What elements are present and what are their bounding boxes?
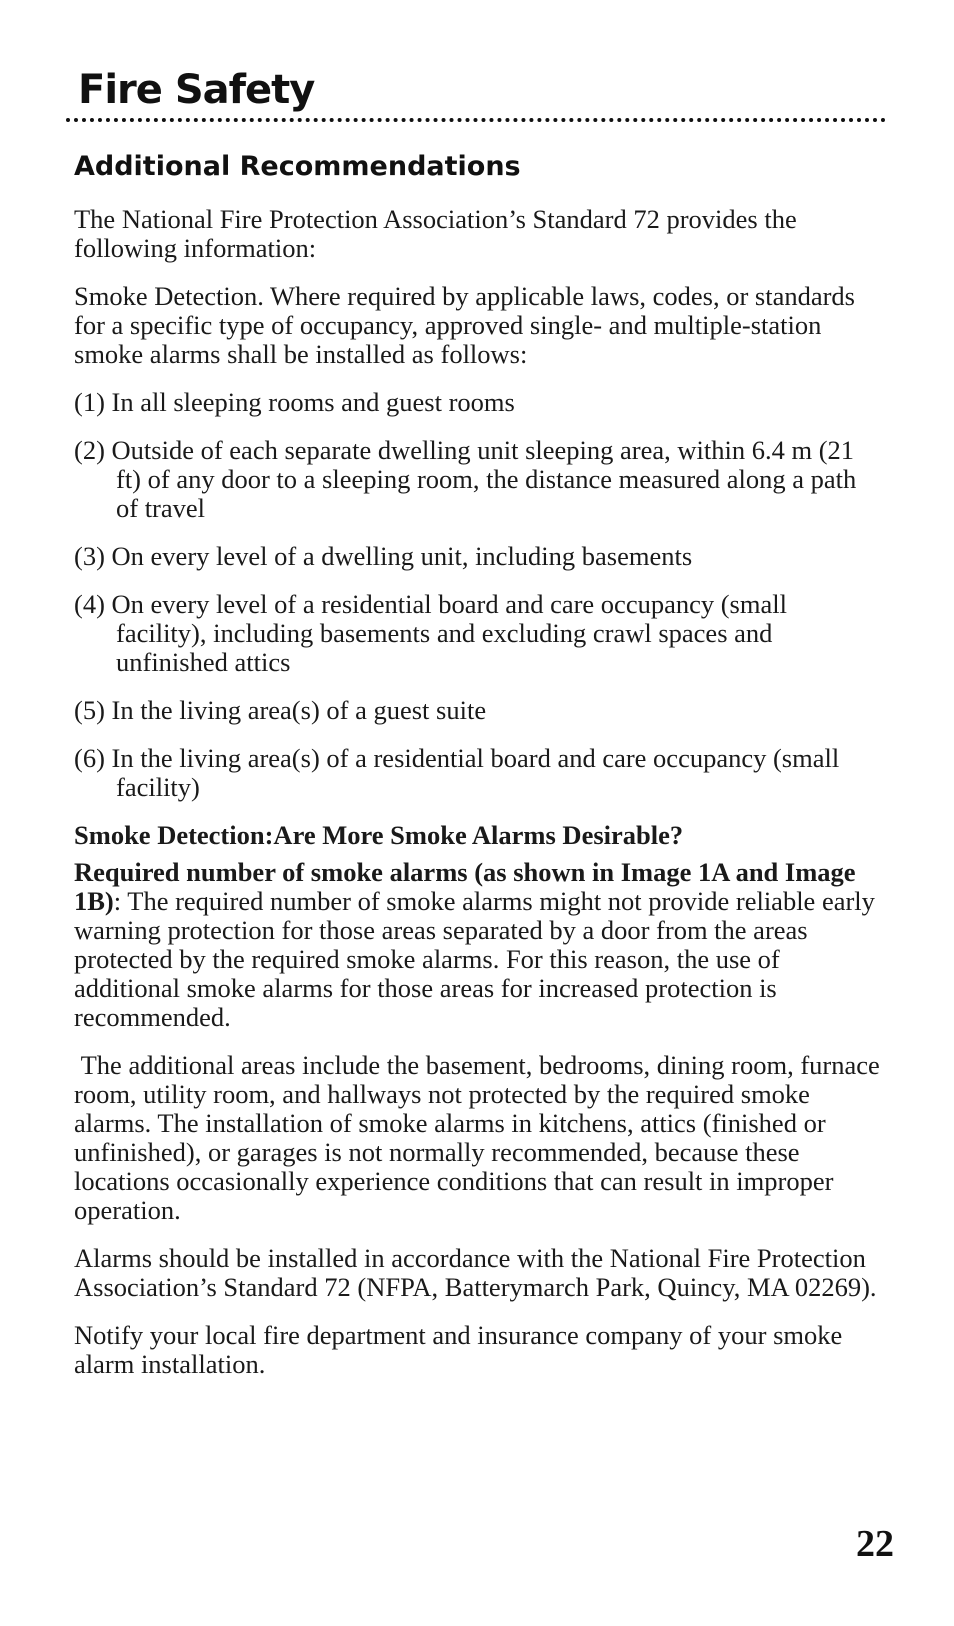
list-item — [74, 590, 880, 677]
section-body — [74, 204, 887, 1398]
list-item-number: (5) — [74, 695, 105, 725]
list-item-number: (4) — [74, 589, 105, 619]
list-item-text: In the living area(s) of a residential board and care occupancy (small facility) — [111, 743, 840, 802]
required-alarms-paragraph — [74, 858, 880, 1032]
required-alarms-lead: Required number of smoke alarms (as shown in Image 1A and Image 1B) — [74, 857, 856, 916]
list-item-number: (2) — [74, 435, 105, 465]
list-item-text: In all sleeping rooms and guest rooms — [111, 387, 515, 417]
list-item-text: In the living area(s) of a guest suite — [111, 695, 487, 725]
document-page — [74, 0, 887, 1626]
page-number: 22 — [856, 1523, 894, 1565]
list-item-text: On every level of a dwelling unit, including basements — [111, 541, 693, 571]
section-heading: Additional Recommendations — [74, 151, 521, 182]
intro-paragraph: The National Fire Protection Association’s Standard 72 provides the following information: — [74, 204, 797, 263]
installation-paragraph: Alarms should be installed in accordance with the National Fire Protection Association’s Standard 72 (NFPA, Batterymarch Park, Quincy, MA 02269). — [74, 1243, 877, 1302]
list-item-number: (3) — [74, 541, 105, 571]
list-item — [74, 388, 880, 417]
list-item — [74, 744, 880, 802]
list-item-number: (6) — [74, 743, 105, 773]
list-item — [74, 542, 880, 571]
list-item-number: (1) — [74, 387, 105, 417]
list-item — [74, 436, 880, 523]
required-alarms-text: : The required number of smoke alarms might not provide reliable early warning protection for those areas separated by a door from the areas protected by the required smoke alarms. For this reason, the use of additional smoke alarms for those areas for increased protection is recommended. — [74, 886, 875, 1032]
notify-paragraph: Notify your local fire department and insurance company of your smoke alarm installation. — [74, 1320, 843, 1379]
list-item-text: On every level of a residential board and care occupancy (small facility), including basements and excluding crawl spaces and unfinished attics — [111, 589, 787, 677]
smoke-detection-paragraph: Smoke Detection. Where required by applicable laws, codes, or standards for a specific type of occupancy, approved single- and multiple-station smoke alarms shall be installed as follows: — [74, 281, 855, 369]
more-alarms-heading: Smoke Detection:Are More Smoke Alarms Desirable? — [74, 820, 684, 850]
additional-areas-paragraph: The additional areas include the basement, bedrooms, dining room, furnace room, utility room, and hallways not protected by the required smoke alarms. The installation of smoke alarms in kitchens, attics (finished or unfinished), or garages is not normally recommended, because these locations occasionally experience conditions that can result in improper operation. — [74, 1050, 887, 1225]
list-item — [74, 696, 880, 725]
list-item-text: Outside of each separate dwelling unit sleeping area, within 6.4 m (21 ft) of any door to a sleeping room, the distance measured along a path of travel — [111, 435, 857, 523]
page-title: Fire Safety — [78, 67, 315, 113]
dotted-divider — [66, 118, 886, 122]
